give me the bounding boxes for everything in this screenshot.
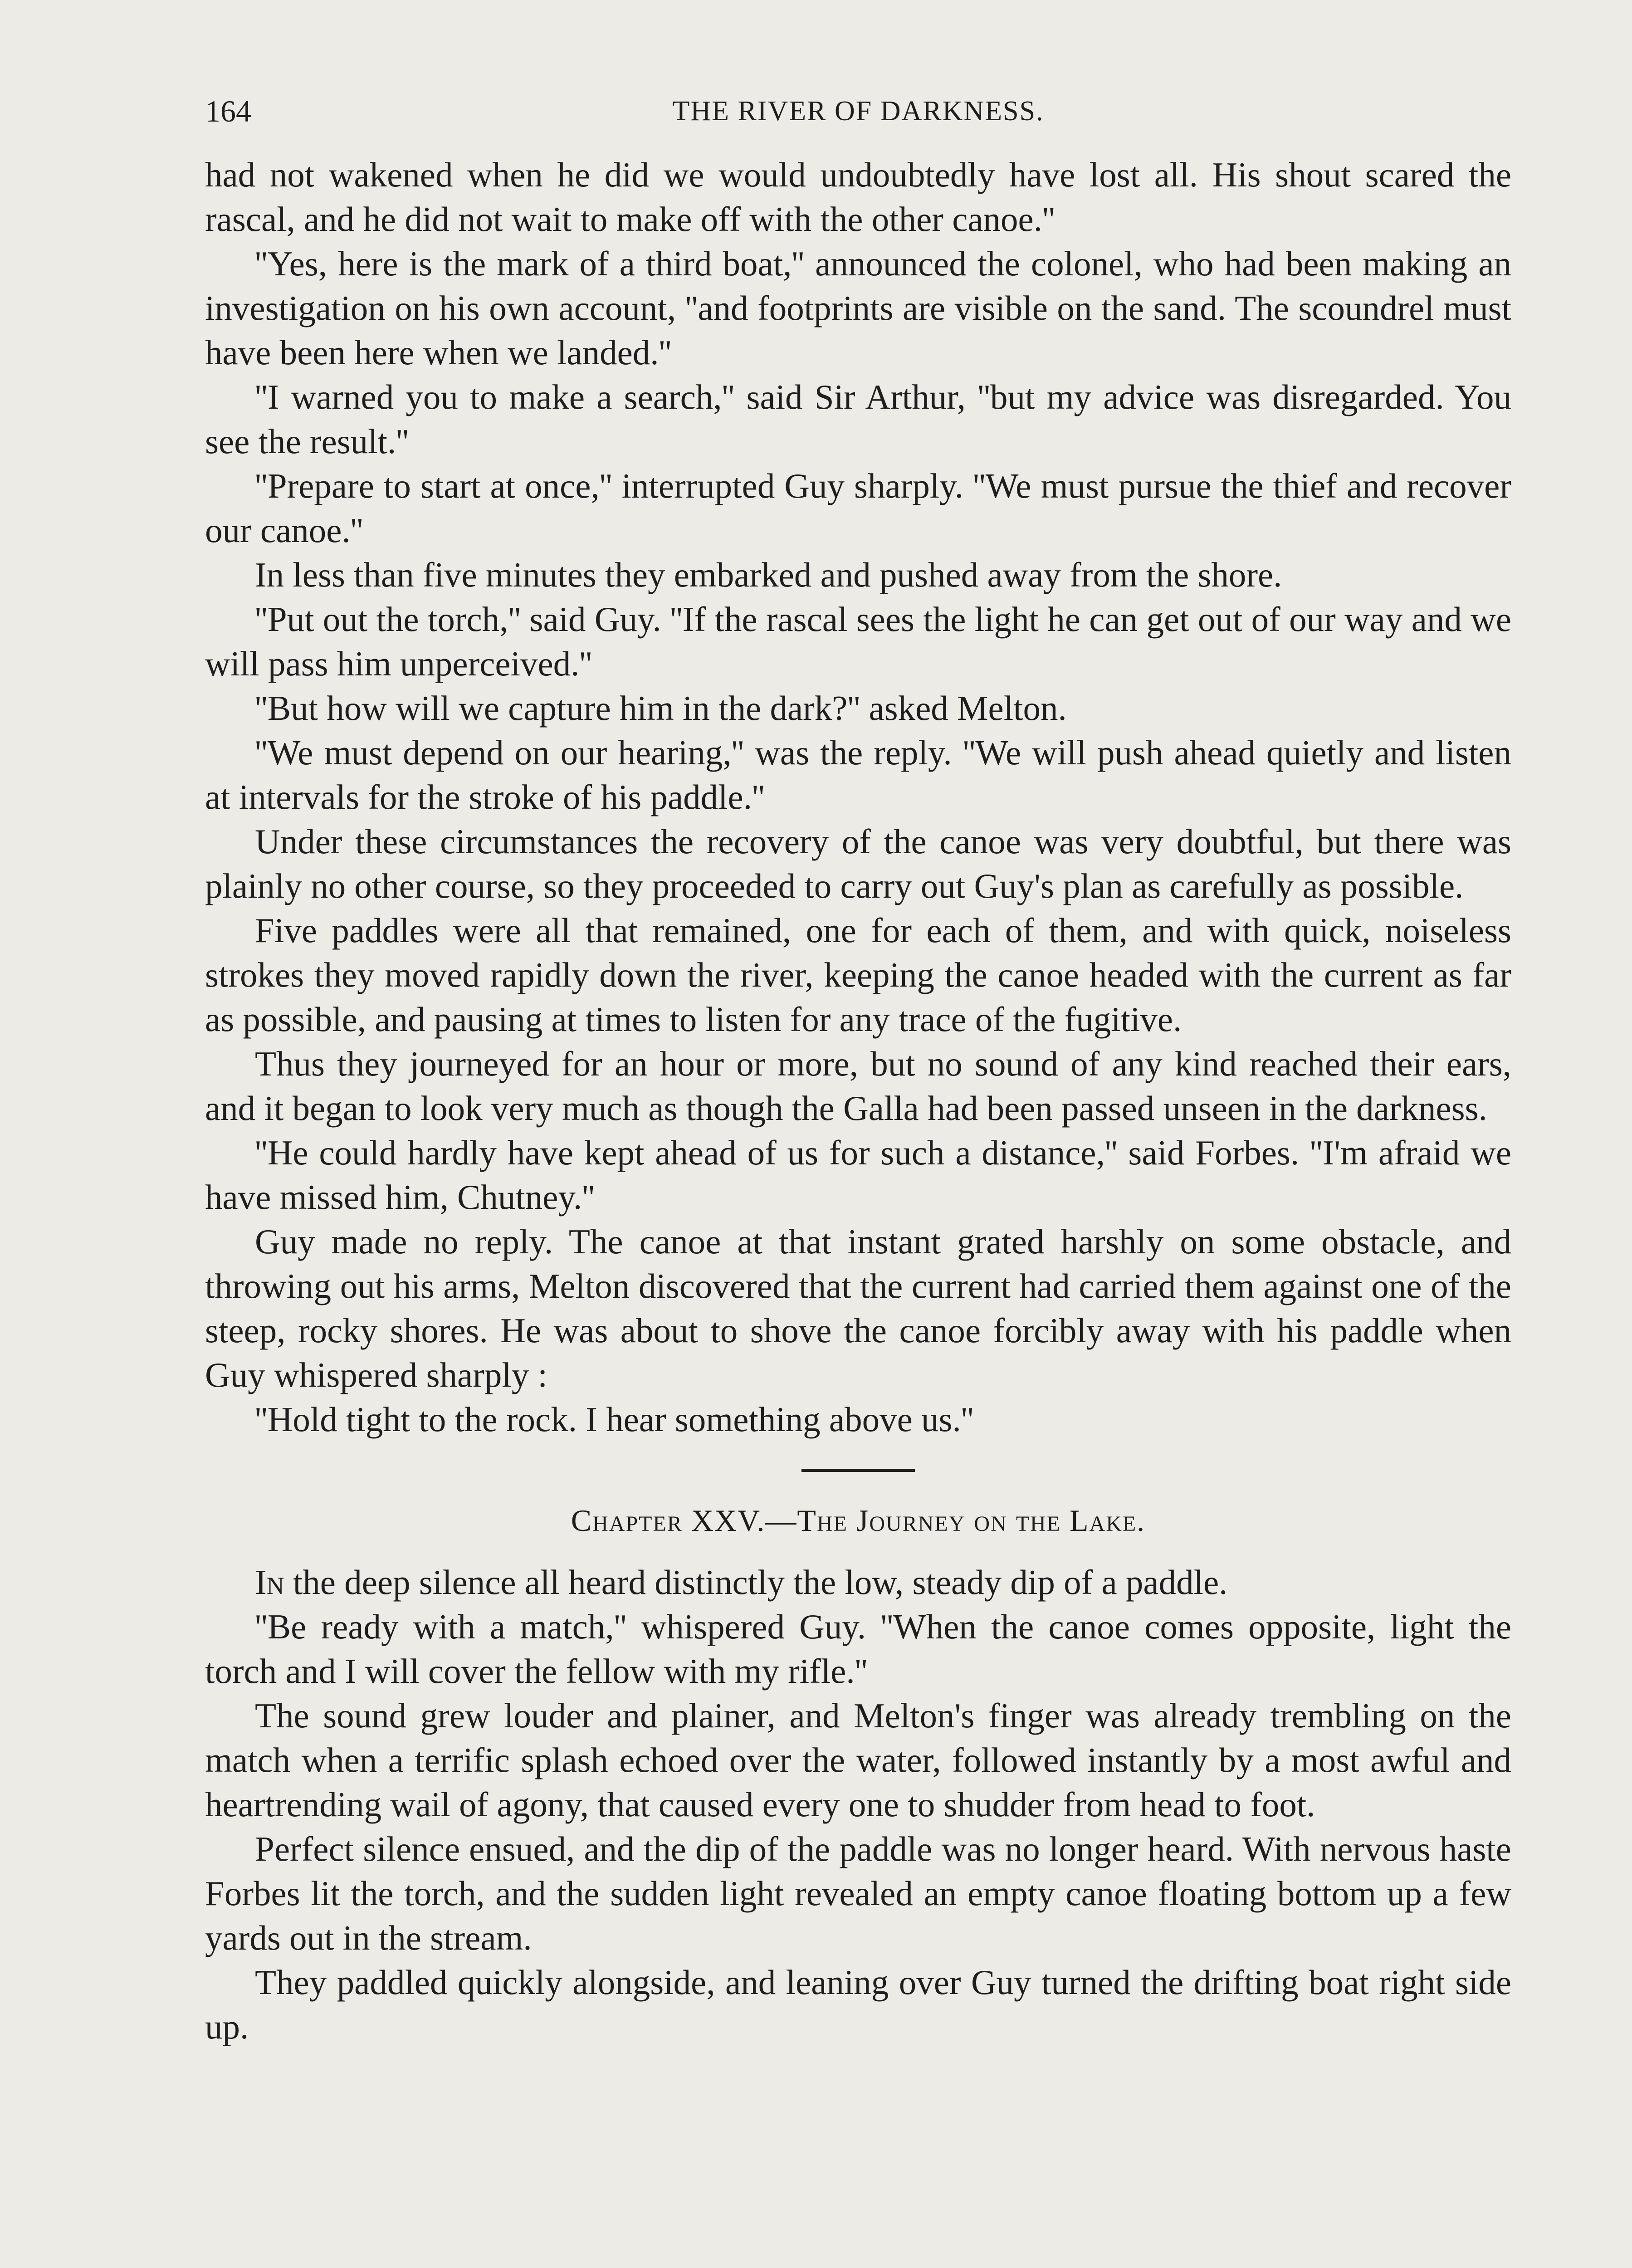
paragraph-continued: had not wakened when he did we would undoubtedly have lost all. His shout scared the rascal, and he did not wait to make off with the other canoe.'' (205, 155, 1511, 239)
paragraph: Five paddles were all that remained, one for each of them, and with quick, noiseless strokes they moved rapidly down the river, keeping the canoe headed with the current as far as possible, and pausing at times to listen for any trace of the fugitive. (205, 911, 1511, 1039)
paragraph: ''He could hardly have kept ahead of us for such a distance,'' said Forbes. ''I'm afraid we have missed him, Chutney.'' (205, 1133, 1511, 1217)
paragraph: Guy made no reply. The canoe at that instant grated harshly on some obstacle, and throwing out his arms, Melton discovered that the current had carried them against one of the steep, rocky shores. He was about to shove the canoe forcibly away with his paddle when Guy whispered sharply : (205, 1222, 1511, 1394)
paragraph: ''Be ready with a match,'' whispered Guy. ''When the canoe comes opposite, light the torch and I will cover the fellow with my rifle.'' (205, 1607, 1511, 1691)
page-number: 164 (205, 94, 251, 128)
paragraph: Perfect silence ensued, and the dip of the paddle was no longer heard. With nervous haste Forbes lit the torch, and the sudden light revealed an empty canoe floating bottom up a few yards out in the stream. (205, 1829, 1511, 1957)
paragraph: They paddled quickly alongside, and leaning over Guy turned the drifting boat right side up. (205, 1963, 1511, 2046)
paragraph: In less than five minutes they embarked and pushed away from the shore. (255, 555, 1282, 594)
paragraph: ''Yes, here is the mark of a third boat,'' announced the colonel, who had been making an investigation on his own account, ''and footprints are visible on the sand. The scoundrel must have been here when we landed.'' (205, 244, 1511, 372)
section-divider (801, 1469, 915, 1472)
opening-text: the deep silence all heard distinctly the low, steady dip of a paddle. (284, 1563, 1228, 1602)
paragraph: ''Prepare to start at once,'' interrupted Guy sharply. ''We must pursue the thief and recover our canoe.'' (205, 466, 1511, 550)
paragraph: ''Hold tight to the rock. I hear something above us.'' (255, 1400, 974, 1439)
paragraph: ''But how will we capture him in the dark?'' asked Melton. (255, 689, 1067, 728)
chapter-opening-paragraph (205, 1560, 1511, 1604)
paragraph: Thus they journeyed for an hour or more, but no sound of any kind reached their ears, and it began to look very much as though the Galla had been passed unseen in the darkness. (205, 1044, 1511, 1128)
paragraph: ''We must depend on our hearing,'' was the reply. ''We will push ahead quietly and listen at intervals for the stroke of his paddle.'' (205, 733, 1511, 816)
body-text (205, 152, 1511, 2049)
chapter-heading-text: Chapter XXV.—The Journey on the Lake. (571, 1503, 1146, 1538)
paragraph: Under these circumstances the recovery of the canoe was very doubtful, but there was plainly no other course, so they proceeded to carry out Guy's plan as carefully as possible. (205, 822, 1511, 905)
paragraph: ''I warned you to make a search,'' said Sir Arthur, ''but my advice was disregarded. You see the result.'' (205, 377, 1511, 461)
chapter-heading (205, 1498, 1511, 1543)
paragraph: The sound grew louder and plainer, and Melton's finger was already trembling on the match when a terrific splash echoed over the water, followed instantly by a most awful and heartrending wail of agony, that caused every one to shudder from head to foot. (205, 1696, 1511, 1824)
paragraph: ''Put out the torch,'' said Guy. ''If the rascal sees the light he can get out of our way and we will pass him unperceived.'' (205, 600, 1511, 683)
page-header (205, 86, 1511, 136)
running-head: THE RIVER OF DARKNESS. (672, 96, 1044, 127)
opening-word: In (255, 1563, 284, 1602)
